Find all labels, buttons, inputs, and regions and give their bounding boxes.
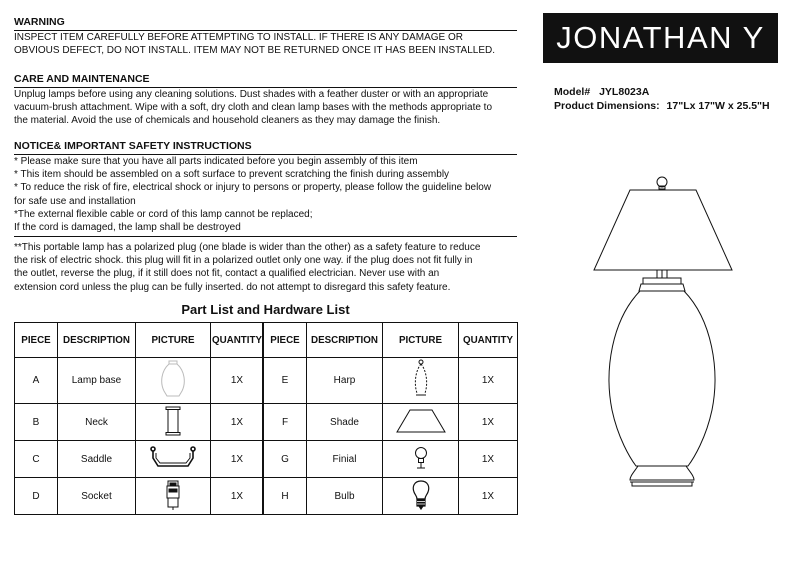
quantity-cell: 1X — [211, 404, 264, 441]
care-title: CARE AND MAINTENANCE — [14, 72, 517, 88]
quantity-cell: 1X — [211, 441, 264, 478]
piece-cell: H — [264, 478, 307, 515]
saddle-icon — [148, 444, 198, 472]
description-cell: Bulb — [307, 478, 383, 515]
quantity-cell: 1X — [211, 478, 264, 515]
header-piece: PIECE — [264, 323, 307, 358]
safety-text — [14, 155, 517, 237]
picture-cell — [383, 478, 459, 515]
warning-line: INSPECT ITEM CAREFULLY BEFORE ATTEMPTING TO INSTALL. IF THERE IS ANY DAMAGE OR — [14, 32, 463, 43]
picture-cell — [383, 358, 459, 404]
lamp-base-icon — [157, 359, 189, 399]
description-cell: Saddle — [58, 441, 136, 478]
piece-cell: D — [15, 478, 58, 515]
piece-cell: G — [264, 441, 307, 478]
header-picture: PICTURE — [383, 323, 459, 358]
table-row — [15, 478, 518, 515]
quantity-cell: 1X — [459, 478, 518, 515]
table-row — [15, 441, 518, 478]
model-label: Model# — [554, 86, 591, 98]
piece-cell: B — [15, 404, 58, 441]
header-picture: PICTURE — [136, 323, 211, 358]
piece-cell: F — [264, 404, 307, 441]
parts-list-title: Part List and Hardware List — [181, 302, 350, 317]
description-cell: Lamp base — [58, 358, 136, 404]
dimensions-value: 17"Lx 17"W x 25.5"H — [666, 100, 770, 112]
description-cell: Shade — [307, 404, 383, 441]
care-line: vacuum-brush attachment. Wipe with a soft, dry cloth and clean lamp bases with the methods appropriate to — [14, 102, 493, 114]
description-cell: Socket — [58, 478, 136, 515]
header-description: DESCRIPTION — [307, 323, 383, 358]
plug-line: **This portable lamp has a polarized plug (one blade is wider than the other) as a safety feature to reduce — [14, 242, 481, 253]
quantity-cell: 1X — [459, 404, 518, 441]
plug-line: extension cord unless the plug can be fully inserted. do not attempt to disregard this safety feature. — [14, 281, 451, 293]
model-info — [554, 86, 649, 98]
safety-line: * Please make sure that you have all parts indicated before you begin assembly of this item — [14, 156, 418, 167]
harp-icon — [411, 359, 431, 399]
warning-line: OBVIOUS DEFECT, DO NOT INSTALL. ITEM MAY NOT BE RETURNED ONCE IT HAS BEEN INSTALLED. — [14, 45, 496, 57]
table-row — [15, 358, 518, 404]
picture-cell — [136, 478, 211, 515]
picture-cell — [136, 358, 211, 404]
picture-cell — [383, 404, 459, 441]
header-piece: PIECE — [15, 323, 58, 358]
header-quantity: QUANTITY — [459, 323, 518, 358]
plug-line: the risk of electric shock. this plug will fit in a polarized outlet only one way. if the plug does not fit fully in — [14, 255, 473, 267]
header-quantity: QUANTITY — [211, 323, 264, 358]
description-cell: Harp — [307, 358, 383, 404]
safety-line: *The external flexible cable or cord of this lamp cannot be replaced; — [14, 208, 313, 220]
safety-line: * This item should be assembled on a soft surface to prevent scratching the finish during assembly — [14, 169, 450, 181]
model-value: JYL8023A — [599, 86, 650, 98]
header-description: DESCRIPTION — [58, 323, 136, 358]
parts-table-header — [15, 323, 518, 358]
shade-icon — [394, 406, 448, 436]
socket-icon — [164, 479, 182, 511]
table-center-divider — [262, 322, 264, 515]
picture-cell — [383, 441, 459, 478]
picture-cell — [136, 404, 211, 441]
care-text — [14, 88, 519, 128]
safety-line: If the cord is damaged, the lamp shall be destroyed — [14, 222, 241, 234]
care-line: the material. Avoid the use of chemicals and household cleaners as they may damage the finish. — [14, 115, 441, 127]
finial-icon — [413, 445, 429, 471]
piece-cell: A — [15, 358, 58, 404]
table-lamp-illustration — [590, 170, 750, 490]
safety-title: NOTICE& IMPORTANT SAFETY INSTRUCTIONS — [14, 139, 517, 155]
brand-logo: JONATHAN Y — [543, 13, 778, 63]
piece-cell: C — [15, 441, 58, 478]
parts-table — [14, 322, 518, 515]
quantity-cell: 1X — [459, 441, 518, 478]
quantity-cell: 1X — [459, 358, 518, 404]
neck-icon — [163, 405, 183, 437]
picture-cell — [136, 441, 211, 478]
piece-cell: E — [264, 358, 307, 404]
table-row — [15, 404, 518, 441]
description-cell: Finial — [307, 441, 383, 478]
plug-notice-text — [14, 241, 519, 294]
warning-title: WARNING — [14, 15, 517, 31]
bulb-icon — [410, 479, 432, 511]
dimensions-info — [554, 100, 770, 112]
quantity-cell: 1X — [211, 358, 264, 404]
dimensions-label: Product Dimensions: — [554, 100, 660, 112]
plug-line: the outlet, reverse the plug, if it still does not fit, contact a qualified electrician. Never use with an — [14, 268, 440, 280]
safety-line: * To reduce the risk of fire, electrical shock or injury to persons or property, please follow the guideline below — [14, 182, 492, 194]
description-cell: Neck — [58, 404, 136, 441]
safety-line: for safe use and installation — [14, 195, 136, 207]
warning-text — [14, 31, 519, 57]
care-line: Unplug lamps before using any cleaning solutions. Dust shades with a feather duster or with an appropriate — [14, 89, 489, 100]
